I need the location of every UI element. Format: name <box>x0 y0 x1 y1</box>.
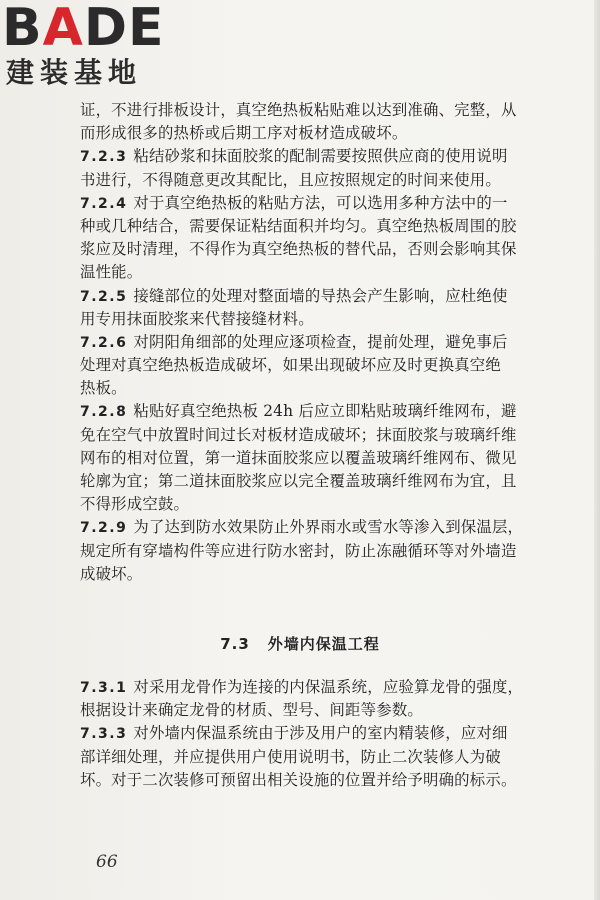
text-line <box>80 238 520 261</box>
text-line <box>80 169 520 192</box>
text-line <box>80 99 520 122</box>
text-line <box>80 285 520 308</box>
logo-letter-a: A <box>42 0 84 58</box>
clause-number: 7.2.3 <box>80 149 128 166</box>
line-text: 粘贴好真空绝热板 24h 后应立即粘贴玻璃纤维网布，避 <box>133 402 517 421</box>
text-line <box>80 676 524 699</box>
text-line <box>80 354 520 377</box>
line-text: 部详细处理，并应提供用户使用说明书，防止二次装修人为破 <box>80 747 501 766</box>
line-text: 证，不进行排板设计，真空绝热板粘贴难以达到准确、完整，从 <box>80 101 517 119</box>
text-line <box>80 563 520 586</box>
body-text <box>80 99 524 586</box>
clause-number: 7.3.3 <box>80 726 128 743</box>
clause-number: 7.2.9 <box>80 520 128 537</box>
logo-letters-de: DE <box>83 0 165 58</box>
section-number: 7.3 <box>220 635 250 653</box>
text-line <box>80 516 524 539</box>
line-text: 为了达到防水效果防止外界雨水或雪水等渗入到保温层， <box>133 518 524 537</box>
text-line <box>80 145 520 168</box>
line-text: 书进行，不得随意更改其配比，且应按照规定的时间来使用。 <box>80 170 501 189</box>
clause-number: 7.2.8 <box>80 404 128 421</box>
text-line <box>80 470 520 493</box>
clause-number: 7.2.5 <box>80 288 128 305</box>
logo-letter-b: B <box>2 0 43 58</box>
line-text: 处理对真空绝热板造成破坏，如果出现破坏应及时更换真空绝 <box>80 356 501 375</box>
text-line <box>80 400 520 423</box>
line-text: 网布的相对位置，第一道抹面胶浆应以覆盖玻璃纤维网布、微见 <box>80 448 517 467</box>
line-text: 热板。 <box>80 379 127 398</box>
section-title: 外墙内保温工程 <box>267 635 380 653</box>
logo <box>2 2 174 92</box>
text-line <box>80 424 520 447</box>
text-line <box>80 447 520 470</box>
text-line <box>80 699 520 722</box>
section-heading <box>0 633 600 654</box>
line-text: 成破坏。 <box>80 564 143 583</box>
line-text: 根据设计来确定龙骨的材质、型号、间距等参数。 <box>80 701 423 720</box>
line-text: 不得形成空鼓。 <box>80 495 190 514</box>
text-line <box>80 215 520 238</box>
page-edge <box>594 0 600 900</box>
line-text: 浆应及时清理，不得作为真空绝热板的替代品，否则会影响其保 <box>80 240 517 259</box>
text-line <box>80 493 520 516</box>
line-text: 种或几种结合，需要保证粘结面积并均匀。真空绝热板周围的胶 <box>80 216 517 235</box>
clause-number: 7.2.6 <box>80 334 128 351</box>
line-text: 对阴阳角细部的处理应逐项检查，提前处理，避免事后 <box>133 332 508 351</box>
line-text: 坏。对于二次装修可预留出相关设施的位置并给予明确的标示。 <box>80 770 517 789</box>
text-line <box>80 769 520 792</box>
line-text: 用专用抹面胶浆来代替接缝材料。 <box>80 309 314 328</box>
text-line <box>80 261 520 284</box>
text-line <box>80 540 520 563</box>
section-body-text <box>80 676 524 792</box>
text-line <box>80 722 520 745</box>
logo-wordmark <box>2 0 165 58</box>
line-text: 接缝部位的处理对整面墙的导热会产生影响，应杜绝使 <box>133 286 508 305</box>
line-text: 粘结砂浆和抹面胶浆的配制需要按照供应商的使用说明 <box>133 147 508 166</box>
clause-number: 7.3.1 <box>80 680 128 696</box>
text-line <box>80 377 520 400</box>
line-text: 免在空气中放置时间过长对板材造成破坏；抹面胶浆与玻璃纤维 <box>80 425 517 444</box>
text-line <box>80 746 520 769</box>
text-line <box>80 122 520 145</box>
clause-number: 7.2.4 <box>80 195 128 212</box>
page-number: 66 <box>96 852 118 872</box>
line-text: 而形成很多的热桥或后期工序对板材造成破坏。 <box>80 124 408 143</box>
line-text: 对采用龙骨作为连接的内保温系统，应验算龙骨的强度， <box>133 678 524 696</box>
line-text: 对于真空绝热板的粘贴方法，可以选用多种方法中的一 <box>133 193 508 212</box>
text-line <box>80 308 520 331</box>
line-text: 温性能。 <box>80 263 143 282</box>
text-line <box>80 192 520 215</box>
line-text: 轮廓为宜；第二道抹面胶浆应以完全覆盖玻璃纤维网布为宜，且 <box>80 472 517 490</box>
logo-subtitle: 建装基地 <box>6 56 143 89</box>
line-text: 对外墙内保温系统由于涉及用户的室内精装修，应对细 <box>133 724 508 743</box>
text-line <box>80 331 520 354</box>
line-text: 规定所有穿墙构件等应进行防水密封，防止冻融循环等对外墙造 <box>80 541 517 560</box>
